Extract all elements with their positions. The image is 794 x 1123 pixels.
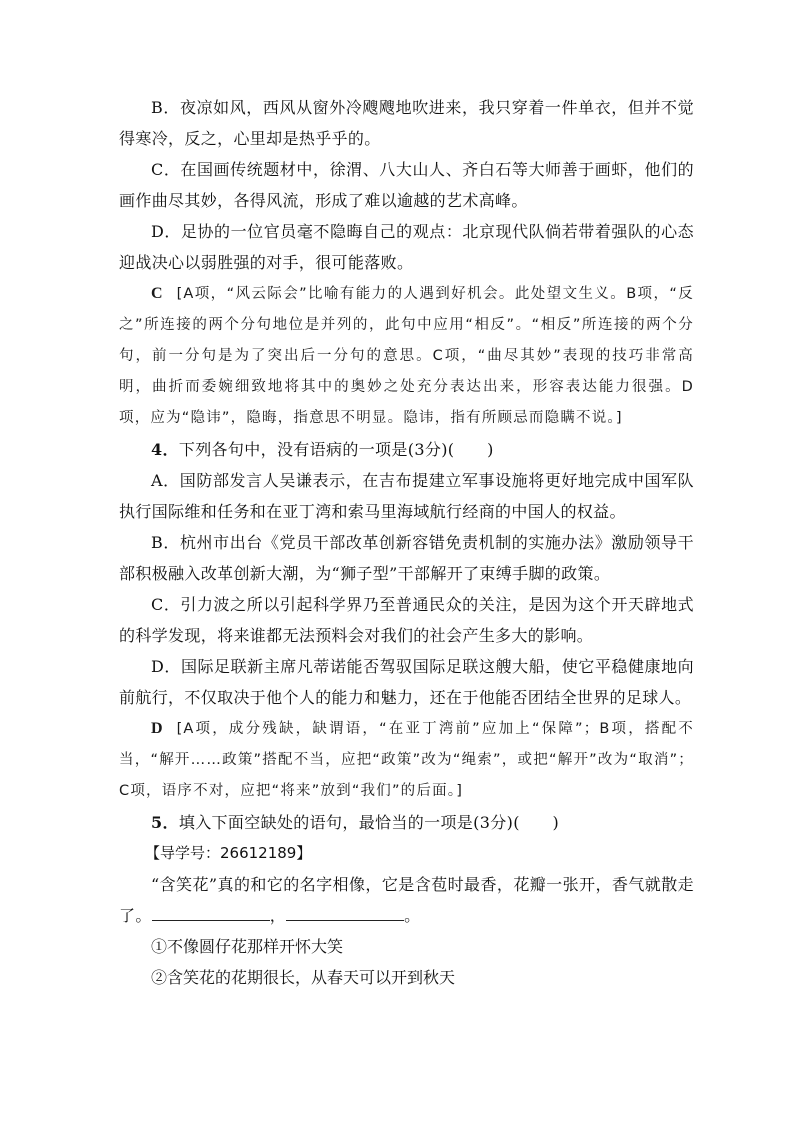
q4-answer-explanation: [A项，成分残缺，缺谓语，“在亚丁湾前”应加上“保障”；B项，搭配不当，“解开……政策”搭配不当，应把“政策”改为“绳索”，或把“解开”改为“取消”；C项，语序不对，应把“将来”放到“我们”的后面。] [119,721,694,799]
q5-passage [119,869,694,931]
q3-option-c: C．在国画传统题材中，徐渭、八大山人、齐白石等大师善于画虾，他们的画作曲尽其妙，各得风流，形成了难以逾越的艺术高峰。 [119,160,694,210]
q4-option-c: C．引力波之所以引起科学界乃至普通民众的关注，是因为这个开天辟地式的科学发现，将来谁都无法预料会对我们的社会产生多大的影响。 [119,595,694,645]
q4-stem [119,434,694,465]
q4-answer [119,713,694,807]
q5-item-2: ②含笑花的花期很长，从春天可以开到秋天 [151,968,456,987]
q4-stem-text: 下列各句中，没有语病的一项是(3分)( ) [178,440,494,459]
q3-answer [119,278,694,434]
q3-option-d: D．足协的一位官员毫不隐晦自己的观点：北京现代队倘若带着强队的心态迎战决心以弱胜强的对手，很可能落败。 [119,222,694,272]
blank-1 [152,902,270,921]
q5-passage-text: “含笑花”真的和它的名字相像，它是含苞时最香，花瓣一张开，香气就散走了。 [119,875,694,925]
q4-option-b: B．杭州市出台《党员干部改革创新容错免责机制的实施办法》激励领导干部积极融入改革创新大潮，为“狮子型”干部解开了束缚手脚的政策。 [119,533,694,583]
q4-option-a: A．国防部发言人吴谦表示，在吉布提建立军事设施将更好地完成中国军队执行国际维和任务和在亚丁湾和索马里海域航行经商的中国人的权益。 [119,471,694,521]
q5-stem-text: 填入下面空缺处的语句，最恰当的一项是(3分)( ) [178,813,560,832]
q3-option-b: B．夜凉如风，西风从窗外冷飕飕地吹进来，我只穿着一件单衣，但并不觉得寒冷，反之，心里却是热乎乎的。 [119,98,694,148]
content-column [119,92,694,993]
q4-option-d: D．国际足联新主席凡蒂诺能否驾驭国际足联这艘大船，使它平稳健康地向前航行，不仅取决于他个人的能力和魅力，还在于他能否团结全世界的足球人。 [119,657,694,707]
q5-guide-number: 【导学号：26612189】 [145,844,312,862]
blank-2 [286,902,404,921]
q3-answer-explanation: [A项，“风云际会”比喻有能力的人遇到好机会。此处望文生义。B项，“反之”所连接的两个分句地位是并列的，此句中应用“相反”。“相反”所连接的两个分句，前一分句是为了突出后一分句的意思。C项，“曲尽其妙”表现的技巧非常高明，曲折而委婉细致地将其中的奥妙之处充分表达出来，形容表达能力很强。D项，应为“隐讳”，隐晦，指意思不明显。隐讳，指有所顾忌而隐瞒不说。] [119,286,694,426]
q5-number: 5． [151,813,179,832]
q5-period: 。 [404,906,421,925]
q5-item-1: ①不像圆仔花那样开怀大笑 [151,937,344,956]
q4-answer-key: D [151,720,163,737]
q3-answer-key: C [151,285,163,302]
q5-stem [119,807,694,838]
q4-number: 4． [151,440,179,459]
q5-comma: ， [269,906,287,925]
